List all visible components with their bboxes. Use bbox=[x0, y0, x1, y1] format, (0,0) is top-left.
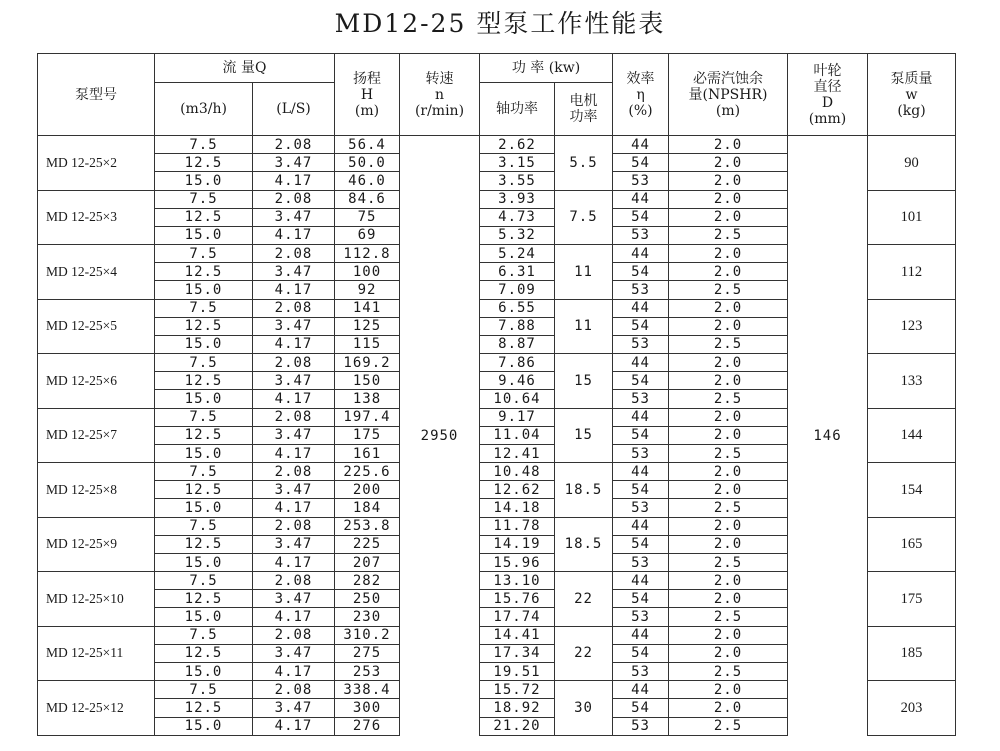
table-row bbox=[38, 136, 956, 154]
npshr-cell: 2.0 bbox=[669, 572, 788, 590]
flow-m3h-cell: 7.5 bbox=[155, 245, 253, 263]
shaft-power-cell: 3.55 bbox=[480, 172, 555, 190]
performance-table bbox=[37, 53, 956, 736]
header-mass-line3: (kg) bbox=[897, 102, 926, 119]
efficiency-cell: 44 bbox=[613, 626, 669, 644]
header-motor-line2: 功率 bbox=[569, 109, 598, 125]
efficiency-cell: 54 bbox=[613, 426, 669, 444]
head-cell: 225.6 bbox=[335, 463, 400, 481]
flow-m3h-cell: 15.0 bbox=[155, 499, 253, 517]
shaft-power-cell: 17.74 bbox=[480, 608, 555, 626]
npshr-cell: 2.0 bbox=[669, 699, 788, 717]
head-cell: 112.8 bbox=[335, 245, 400, 263]
shaft-power-cell: 6.31 bbox=[480, 263, 555, 281]
flow-m3h-cell: 12.5 bbox=[155, 535, 253, 553]
flow-m3h-cell: 12.5 bbox=[155, 263, 253, 281]
shaft-power-cell: 7.86 bbox=[480, 354, 555, 372]
head-cell: 56.4 bbox=[335, 136, 400, 154]
head-cell: 230 bbox=[335, 608, 400, 626]
header-speed-line2: n bbox=[434, 86, 445, 103]
header-speed-line3: (r/min) bbox=[414, 102, 465, 119]
impeller-diameter-cell: 146 bbox=[788, 136, 868, 736]
efficiency-cell: 53 bbox=[613, 226, 669, 244]
flow-m3h-cell: 7.5 bbox=[155, 626, 253, 644]
head-cell: 100 bbox=[335, 263, 400, 281]
head-cell: 138 bbox=[335, 390, 400, 408]
npshr-cell: 2.5 bbox=[669, 717, 788, 735]
flow-ls-cell: 2.08 bbox=[253, 517, 335, 535]
header-model: 泵型号 bbox=[38, 54, 155, 136]
model-cell: MD 12-25×11 bbox=[38, 626, 155, 681]
shaft-power-cell: 3.93 bbox=[480, 190, 555, 208]
shaft-power-cell: 17.34 bbox=[480, 644, 555, 662]
shaft-power-cell: 5.32 bbox=[480, 226, 555, 244]
motor-power-cell: 22 bbox=[555, 572, 613, 627]
head-cell: 275 bbox=[335, 644, 400, 662]
shaft-power-cell: 2.62 bbox=[480, 136, 555, 154]
flow-m3h-cell: 12.5 bbox=[155, 426, 253, 444]
efficiency-cell: 44 bbox=[613, 572, 669, 590]
flow-m3h-cell: 15.0 bbox=[155, 444, 253, 462]
shaft-power-cell: 12.62 bbox=[480, 481, 555, 499]
shaft-power-cell: 10.48 bbox=[480, 463, 555, 481]
header-dia-line2: 直径 bbox=[813, 78, 842, 95]
shaft-power-cell: 15.72 bbox=[480, 681, 555, 699]
flow-ls-cell: 4.17 bbox=[253, 662, 335, 680]
pump-mass-cell: 185 bbox=[868, 626, 956, 681]
flow-ls-cell: 2.08 bbox=[253, 136, 335, 154]
shaft-power-cell: 7.09 bbox=[480, 281, 555, 299]
npshr-cell: 2.5 bbox=[669, 553, 788, 571]
shaft-power-cell: 4.73 bbox=[480, 208, 555, 226]
efficiency-cell: 44 bbox=[613, 354, 669, 372]
motor-power-cell: 11 bbox=[555, 245, 613, 300]
header-head bbox=[335, 54, 400, 136]
npshr-cell: 2.0 bbox=[669, 517, 788, 535]
flow-ls-cell: 4.17 bbox=[253, 335, 335, 353]
npshr-cell: 2.5 bbox=[669, 499, 788, 517]
efficiency-cell: 54 bbox=[613, 208, 669, 226]
head-cell: 184 bbox=[335, 499, 400, 517]
motor-power-cell: 18.5 bbox=[555, 463, 613, 518]
head-cell: 225 bbox=[335, 535, 400, 553]
efficiency-cell: 44 bbox=[613, 408, 669, 426]
header-speed bbox=[400, 54, 480, 136]
flow-m3h-cell: 15.0 bbox=[155, 172, 253, 190]
flow-ls-cell: 4.17 bbox=[253, 172, 335, 190]
flow-m3h-cell: 12.5 bbox=[155, 317, 253, 335]
flow-m3h-cell: 7.5 bbox=[155, 408, 253, 426]
shaft-power-cell: 14.41 bbox=[480, 626, 555, 644]
shaft-power-cell: 14.18 bbox=[480, 499, 555, 517]
shaft-power-cell: 14.19 bbox=[480, 535, 555, 553]
pump-mass-cell: 90 bbox=[868, 136, 956, 191]
flow-m3h-cell: 12.5 bbox=[155, 372, 253, 390]
npshr-cell: 2.5 bbox=[669, 226, 788, 244]
efficiency-cell: 44 bbox=[613, 681, 669, 699]
head-cell: 276 bbox=[335, 717, 400, 735]
npshr-cell: 2.0 bbox=[669, 136, 788, 154]
npshr-cell: 2.5 bbox=[669, 390, 788, 408]
flow-ls-cell: 4.17 bbox=[253, 499, 335, 517]
head-cell: 69 bbox=[335, 226, 400, 244]
head-cell: 300 bbox=[335, 699, 400, 717]
efficiency-cell: 54 bbox=[613, 699, 669, 717]
motor-power-cell: 7.5 bbox=[555, 190, 613, 245]
flow-m3h-cell: 12.5 bbox=[155, 590, 253, 608]
npshr-cell: 2.0 bbox=[669, 190, 788, 208]
efficiency-cell: 53 bbox=[613, 499, 669, 517]
head-cell: 310.2 bbox=[335, 626, 400, 644]
npshr-cell: 2.0 bbox=[669, 154, 788, 172]
shaft-power-cell: 7.88 bbox=[480, 317, 555, 335]
efficiency-cell: 53 bbox=[613, 390, 669, 408]
head-cell: 150 bbox=[335, 372, 400, 390]
head-cell: 253.8 bbox=[335, 517, 400, 535]
head-cell: 282 bbox=[335, 572, 400, 590]
flow-ls-cell: 4.17 bbox=[253, 281, 335, 299]
shaft-power-cell: 12.41 bbox=[480, 444, 555, 462]
npshr-cell: 2.5 bbox=[669, 444, 788, 462]
flow-ls-cell: 2.08 bbox=[253, 408, 335, 426]
header-head-line2: H bbox=[360, 86, 374, 103]
flow-ls-cell: 3.47 bbox=[253, 590, 335, 608]
flow-ls-cell: 4.17 bbox=[253, 717, 335, 735]
flow-m3h-cell: 12.5 bbox=[155, 154, 253, 172]
flow-m3h-cell: 7.5 bbox=[155, 681, 253, 699]
shaft-power-cell: 8.87 bbox=[480, 335, 555, 353]
flow-ls-cell: 3.47 bbox=[253, 317, 335, 335]
flow-m3h-cell: 15.0 bbox=[155, 717, 253, 735]
model-cell: MD 12-25×9 bbox=[38, 517, 155, 572]
head-cell: 338.4 bbox=[335, 681, 400, 699]
npshr-cell: 2.5 bbox=[669, 335, 788, 353]
header-eff-line1: 效率 bbox=[626, 70, 655, 87]
npshr-cell: 2.5 bbox=[669, 662, 788, 680]
table-body bbox=[38, 136, 956, 736]
header-npshr bbox=[669, 54, 788, 136]
efficiency-cell: 44 bbox=[613, 463, 669, 481]
npshr-cell: 2.0 bbox=[669, 626, 788, 644]
npshr-cell: 2.0 bbox=[669, 354, 788, 372]
flow-m3h-cell: 15.0 bbox=[155, 662, 253, 680]
head-cell: 84.6 bbox=[335, 190, 400, 208]
efficiency-cell: 54 bbox=[613, 644, 669, 662]
npshr-cell: 2.0 bbox=[669, 481, 788, 499]
header-npsh-line1: 必需汽蚀余 bbox=[693, 70, 764, 87]
head-cell: 125 bbox=[335, 317, 400, 335]
npshr-cell: 2.0 bbox=[669, 299, 788, 317]
npshr-cell: 2.0 bbox=[669, 408, 788, 426]
page-title: MD12-25 型泵工作性能表 bbox=[334, 9, 666, 38]
efficiency-cell: 44 bbox=[613, 136, 669, 154]
head-cell: 200 bbox=[335, 481, 400, 499]
shaft-power-cell: 19.51 bbox=[480, 662, 555, 680]
model-cell: MD 12-25×6 bbox=[38, 354, 155, 409]
model-cell: MD 12-25×5 bbox=[38, 299, 155, 354]
efficiency-cell: 53 bbox=[613, 608, 669, 626]
model-cell: MD 12-25×7 bbox=[38, 408, 155, 463]
efficiency-cell: 44 bbox=[613, 245, 669, 263]
flow-ls-cell: 4.17 bbox=[253, 226, 335, 244]
header-npsh-line3: (m) bbox=[715, 102, 741, 119]
efficiency-cell: 54 bbox=[613, 590, 669, 608]
npshr-cell: 2.0 bbox=[669, 590, 788, 608]
flow-m3h-cell: 15.0 bbox=[155, 553, 253, 571]
pump-mass-cell: 112 bbox=[868, 245, 956, 300]
npshr-cell: 2.0 bbox=[669, 245, 788, 263]
npshr-cell: 2.0 bbox=[669, 426, 788, 444]
flow-m3h-cell: 7.5 bbox=[155, 463, 253, 481]
header-shaft-power: 轴功率 bbox=[480, 83, 555, 136]
pump-mass-cell: 123 bbox=[868, 299, 956, 354]
flow-ls-cell: 3.47 bbox=[253, 372, 335, 390]
shaft-power-cell: 13.10 bbox=[480, 572, 555, 590]
flow-ls-cell: 3.47 bbox=[253, 481, 335, 499]
flow-ls-cell: 3.47 bbox=[253, 208, 335, 226]
motor-power-cell: 30 bbox=[555, 681, 613, 736]
npshr-cell: 2.0 bbox=[669, 263, 788, 281]
efficiency-cell: 53 bbox=[613, 717, 669, 735]
flow-ls-cell: 4.17 bbox=[253, 608, 335, 626]
pump-mass-cell: 175 bbox=[868, 572, 956, 627]
flow-m3h-cell: 15.0 bbox=[155, 335, 253, 353]
flow-m3h-cell: 12.5 bbox=[155, 699, 253, 717]
flow-ls-cell: 3.47 bbox=[253, 535, 335, 553]
flow-ls-cell: 2.08 bbox=[253, 681, 335, 699]
flow-ls-cell: 2.08 bbox=[253, 354, 335, 372]
header-npsh-line2: 量(NPSHR) bbox=[688, 86, 768, 103]
efficiency-cell: 44 bbox=[613, 517, 669, 535]
npshr-cell: 2.5 bbox=[669, 608, 788, 626]
flow-m3h-cell: 15.0 bbox=[155, 226, 253, 244]
efficiency-cell: 53 bbox=[613, 553, 669, 571]
flow-m3h-cell: 15.0 bbox=[155, 608, 253, 626]
motor-power-cell: 15 bbox=[555, 408, 613, 463]
pump-mass-cell: 154 bbox=[868, 463, 956, 518]
model-cell: MD 12-25×2 bbox=[38, 136, 155, 191]
flow-ls-cell: 3.47 bbox=[253, 154, 335, 172]
shaft-power-cell: 10.64 bbox=[480, 390, 555, 408]
flow-ls-cell: 3.47 bbox=[253, 699, 335, 717]
motor-power-cell: 15 bbox=[555, 354, 613, 409]
shaft-power-cell: 5.24 bbox=[480, 245, 555, 263]
shaft-power-cell: 11.04 bbox=[480, 426, 555, 444]
efficiency-cell: 53 bbox=[613, 281, 669, 299]
head-cell: 141 bbox=[335, 299, 400, 317]
flow-ls-cell: 3.47 bbox=[253, 426, 335, 444]
header-flow-ls: (L/S) bbox=[253, 83, 335, 136]
flow-ls-cell: 2.08 bbox=[253, 299, 335, 317]
header-eff-line2: η bbox=[636, 86, 645, 103]
flow-m3h-cell: 7.5 bbox=[155, 299, 253, 317]
header-efficiency bbox=[613, 54, 669, 136]
flow-ls-cell: 2.08 bbox=[253, 572, 335, 590]
head-cell: 197.4 bbox=[335, 408, 400, 426]
shaft-power-cell: 3.15 bbox=[480, 154, 555, 172]
header-dia-line4: (mm) bbox=[808, 110, 847, 127]
header-impeller-diameter bbox=[788, 54, 868, 136]
header-dia-line1: 叶轮 bbox=[813, 62, 842, 79]
header-eff-line3: (%) bbox=[628, 102, 653, 119]
flow-m3h-cell: 12.5 bbox=[155, 644, 253, 662]
npshr-cell: 2.0 bbox=[669, 463, 788, 481]
shaft-power-cell: 11.78 bbox=[480, 517, 555, 535]
header-mass-line1: 泵质量 bbox=[890, 70, 933, 87]
pump-mass-cell: 203 bbox=[868, 681, 956, 736]
flow-m3h-cell: 7.5 bbox=[155, 354, 253, 372]
motor-power-cell: 11 bbox=[555, 299, 613, 354]
npshr-cell: 2.0 bbox=[669, 535, 788, 553]
shaft-power-cell: 9.17 bbox=[480, 408, 555, 426]
efficiency-cell: 54 bbox=[613, 154, 669, 172]
pump-mass-cell: 165 bbox=[868, 517, 956, 572]
flow-ls-cell: 4.17 bbox=[253, 444, 335, 462]
efficiency-cell: 44 bbox=[613, 299, 669, 317]
pump-mass-cell: 101 bbox=[868, 190, 956, 245]
efficiency-cell: 53 bbox=[613, 444, 669, 462]
flow-m3h-cell: 12.5 bbox=[155, 481, 253, 499]
pump-mass-cell: 133 bbox=[868, 354, 956, 409]
motor-power-cell: 5.5 bbox=[555, 136, 613, 191]
header-flow: 流 量Q bbox=[155, 54, 335, 83]
npshr-cell: 2.0 bbox=[669, 644, 788, 662]
model-cell: MD 12-25×8 bbox=[38, 463, 155, 518]
head-cell: 92 bbox=[335, 281, 400, 299]
head-cell: 46.0 bbox=[335, 172, 400, 190]
shaft-power-cell: 6.55 bbox=[480, 299, 555, 317]
flow-m3h-cell: 7.5 bbox=[155, 136, 253, 154]
pump-mass-cell: 144 bbox=[868, 408, 956, 463]
header-speed-line1: 转速 bbox=[425, 70, 454, 87]
speed-cell: 2950 bbox=[400, 136, 480, 736]
head-cell: 207 bbox=[335, 553, 400, 571]
efficiency-cell: 54 bbox=[613, 372, 669, 390]
model-cell: MD 12-25×10 bbox=[38, 572, 155, 627]
head-cell: 50.0 bbox=[335, 154, 400, 172]
header-pump-mass bbox=[868, 54, 956, 136]
efficiency-cell: 44 bbox=[613, 190, 669, 208]
head-cell: 75 bbox=[335, 208, 400, 226]
head-cell: 169.2 bbox=[335, 354, 400, 372]
npshr-cell: 2.0 bbox=[669, 681, 788, 699]
flow-ls-cell: 2.08 bbox=[253, 245, 335, 263]
shaft-power-cell: 18.92 bbox=[480, 699, 555, 717]
flow-m3h-cell: 15.0 bbox=[155, 281, 253, 299]
efficiency-cell: 54 bbox=[613, 481, 669, 499]
flow-m3h-cell: 7.5 bbox=[155, 517, 253, 535]
shaft-power-cell: 15.76 bbox=[480, 590, 555, 608]
header-head-line3: (m) bbox=[354, 102, 380, 119]
flow-m3h-cell: 15.0 bbox=[155, 390, 253, 408]
shaft-power-cell: 21.20 bbox=[480, 717, 555, 735]
npshr-cell: 2.0 bbox=[669, 208, 788, 226]
flow-ls-cell: 3.47 bbox=[253, 263, 335, 281]
header-power: 功 率 (kw) bbox=[480, 54, 613, 83]
model-cell: MD 12-25×12 bbox=[38, 681, 155, 736]
shaft-power-cell: 15.96 bbox=[480, 553, 555, 571]
head-cell: 161 bbox=[335, 444, 400, 462]
flow-ls-cell: 2.08 bbox=[253, 190, 335, 208]
header-dia-line3: D bbox=[821, 94, 834, 111]
header-flow-m3h: (m3/h) bbox=[155, 83, 253, 136]
efficiency-cell: 53 bbox=[613, 662, 669, 680]
model-cell: MD 12-25×3 bbox=[38, 190, 155, 245]
flow-m3h-cell: 7.5 bbox=[155, 572, 253, 590]
efficiency-cell: 54 bbox=[613, 317, 669, 335]
head-cell: 250 bbox=[335, 590, 400, 608]
npshr-cell: 2.0 bbox=[669, 372, 788, 390]
flow-ls-cell: 3.47 bbox=[253, 644, 335, 662]
head-cell: 115 bbox=[335, 335, 400, 353]
efficiency-cell: 54 bbox=[613, 263, 669, 281]
header-motor-line1: 电机 bbox=[569, 93, 598, 109]
flow-ls-cell: 2.08 bbox=[253, 626, 335, 644]
motor-power-cell: 18.5 bbox=[555, 517, 613, 572]
header-head-line1: 扬程 bbox=[353, 70, 381, 87]
npshr-cell: 2.0 bbox=[669, 172, 788, 190]
flow-ls-cell: 2.08 bbox=[253, 463, 335, 481]
npshr-cell: 2.5 bbox=[669, 281, 788, 299]
flow-ls-cell: 4.17 bbox=[253, 553, 335, 571]
efficiency-cell: 53 bbox=[613, 172, 669, 190]
motor-power-cell: 22 bbox=[555, 626, 613, 681]
header-mass-line2: w bbox=[905, 86, 918, 103]
efficiency-cell: 54 bbox=[613, 535, 669, 553]
flow-m3h-cell: 7.5 bbox=[155, 190, 253, 208]
header-motor-power bbox=[555, 83, 613, 136]
npshr-cell: 2.0 bbox=[669, 317, 788, 335]
head-cell: 253 bbox=[335, 662, 400, 680]
head-cell: 175 bbox=[335, 426, 400, 444]
flow-m3h-cell: 12.5 bbox=[155, 208, 253, 226]
model-cell: MD 12-25×4 bbox=[38, 245, 155, 300]
efficiency-cell: 53 bbox=[613, 335, 669, 353]
shaft-power-cell: 9.46 bbox=[480, 372, 555, 390]
flow-ls-cell: 4.17 bbox=[253, 390, 335, 408]
